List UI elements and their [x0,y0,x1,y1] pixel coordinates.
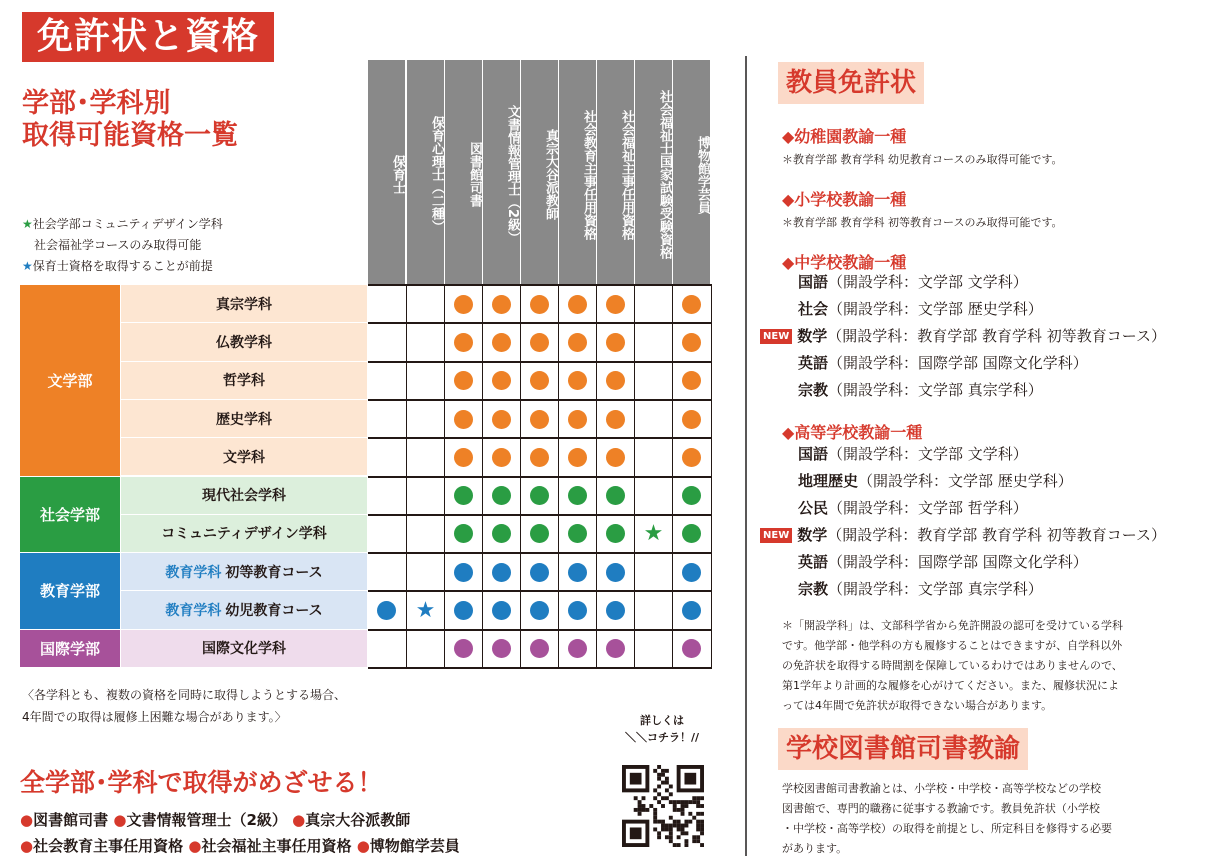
teacher-license-title: 教員免許状 [778,62,924,104]
subject-item [760,296,1166,323]
subject-detail: （開設学科：国際学部 国際文化学科） [828,354,1088,372]
qualification-dot [530,410,549,429]
legend-item: ★社会学部コミュニティデザイン学科 [22,217,223,231]
subject-detail: （開設学科：教育学部 教育学科 初等教育コース） [827,327,1167,345]
department-name: 国際文化学科 [202,641,286,658]
qualification-dot [492,639,511,658]
qr-code-icon [622,765,704,847]
department-name: 真宗学科 [216,296,272,313]
department-name: 初等教育コース [225,564,323,581]
qual-line: ●図書館司書 ●文書情報管理士（2級） ●真宗大谷派教師 [20,811,411,829]
qualification-dot [454,410,473,429]
subject-name: 宗教 [798,381,829,399]
qualification-dot [530,371,549,390]
new-badge: NEW [760,528,792,543]
department-name: コミュニティデザイン学科 [161,526,327,543]
qualification-dot [492,563,511,582]
column-divider-line [520,285,521,668]
subject-name: 地理歴史 [798,472,859,490]
qualification-dot [377,601,396,620]
subject-detail: （開設学科：文学部 歴史学科） [828,300,1043,318]
column-header: 保育心理士（二種） [407,60,444,284]
row-divider [368,284,712,286]
qualification-dot [568,371,587,390]
subject-detail: （開設学科：文学部 文学科） [828,445,1028,463]
qualification-dot [530,601,549,620]
row-divider [368,629,712,631]
qualification-dot [492,410,511,429]
row-divider [368,552,712,554]
column-header: 文書情報管理士（2級） [483,60,520,284]
teacher-license-section [782,124,1212,273]
faculty-label: 教育学部 [20,553,120,629]
license-footnote: ＊「開設学科」は、文部科学省から免許開設の認可を受けている学科 です。他学部・他学科の方も履修することはできますが、自学科以外 の免許状を取得する時間割を保障しているわけではありませんので、 第1学年より計画的な履修を心がけてください。また、履修状況によ っては4年間で免許状が取得できない場合があります。 [782,619,1123,712]
column-divider-line [711,285,712,668]
elementary-heading: ◆小学校教諭一種 [782,190,907,209]
department-prefix: 教育学科 [165,564,222,581]
qual-line: ●社会教育主事任用資格 ●社会福祉主事任用資格 ●博物館学芸員 [20,837,460,855]
qualification-dot [682,371,701,390]
department-name: 哲学科 [223,373,265,390]
table-note: 〈各学科とも、複数の資格を同時に取得しようとする場合、 4年間での取得は履修上困難な場合があります。〉 [22,688,347,724]
qualification-dot [606,524,625,543]
qualification-dot [530,524,549,543]
qualification-dot [454,639,473,658]
row-divider [368,399,712,401]
department-label [121,553,367,590]
row-divider [368,590,712,592]
subject-detail: （開設学科：文学部 哲学科） [828,499,1028,517]
department-label [121,362,367,399]
star-green-icon: ★ [22,217,33,231]
all-faculty-title: 全学部･学科で取得がめざせる！ [20,768,383,797]
high-school-subjects [760,441,1166,603]
department-label [121,400,367,437]
subject-name: 国語 [798,445,829,463]
qualification-dot [530,639,549,658]
column-header: 社会教育主事任用資格 [559,60,596,284]
subject-detail: （開設学科：文学部 歴史学科） [858,472,1073,490]
qualification-dot [492,486,511,505]
qualification-dot [492,371,511,390]
row-divider [368,437,712,439]
qualification-dot [454,524,473,543]
qualification-dot [568,448,587,467]
subject-name: 宗教 [798,580,829,598]
faculty-label: 社会学部 [20,477,120,553]
qr-code[interactable] [622,765,704,847]
subject-item [760,377,1166,404]
qualification-dot [682,563,701,582]
department-prefix: 教育学科 [165,603,222,620]
subject-item [760,350,1166,377]
qualification-dot [530,295,549,314]
star-blue-icon: ★ [22,259,33,273]
qualification-dot [454,563,473,582]
column-header: 真宗大谷派教師 [521,60,558,284]
qualification-dot [606,333,625,352]
qualification-dot [492,524,511,543]
kindergarten-note: ＊教育学部 教育学科 幼児教育コースのみ取得可能です。 [782,153,1063,166]
subject-name: 公民 [798,499,829,517]
subject-name: 英語 [798,553,829,571]
subject-item [760,495,1166,522]
qualification-dot [454,333,473,352]
qualification-dot [682,639,701,658]
qualification-dot [682,486,701,505]
subject-name: 英語 [798,354,829,372]
subject-item [760,441,1166,468]
subject-detail: （開設学科：文学部 文学科） [828,273,1028,291]
faculty-label: 国際学部 [20,630,120,667]
qualification-dot [492,601,511,620]
page-title: 免許状と資格 [22,12,274,62]
qualification-dot [492,448,511,467]
qualification-dot [682,410,701,429]
qualification-dot [606,295,625,314]
qualification-dot [568,601,587,620]
qualification-dot [530,333,549,352]
qualification-dot [568,333,587,352]
school-librarian-text: 学校図書館司書教諭とは、小学校・中学校・高等学校などの学校 図書館で、専門的職務に従事する教諭です。教員免許状（小学校 ・中学校・高等学校）の取得を前提とし、所定科目を修得する必要 があります。 [782,782,1112,855]
subject-item [760,323,1166,350]
qualification-dot [682,295,701,314]
elementary-note: ＊教育学部 教育学科 初等教育コースのみ取得可能です。 [782,216,1063,229]
qualification-dot [606,601,625,620]
column-divider-line [596,285,597,668]
qualification-dot [682,601,701,620]
qualification-dot [606,563,625,582]
junior-high-subjects [760,269,1166,404]
department-label [121,630,367,667]
subject-item [760,269,1166,296]
column-header: 図書館司書 [445,60,482,284]
subject-detail: （開設学科：国際学部 国際文化学科） [828,553,1088,571]
subject-item [760,522,1166,549]
qualification-dot [568,295,587,314]
subject-item [760,549,1166,576]
subject-name: 数学 [797,327,828,345]
qualification-star-icon: ★ [643,520,664,546]
new-badge: NEW [760,329,792,344]
qualification-dot [568,639,587,658]
faculty-label: 文学部 [20,285,120,476]
qualification-dot [454,371,473,390]
row-divider [368,322,712,324]
column-divider [745,56,747,856]
department-name: 仏教学科 [216,334,272,351]
row-divider [368,514,712,516]
qualification-dot [682,524,701,543]
column-divider-line [558,285,559,668]
department-label [121,591,367,628]
subject-detail: （開設学科：教育学部 教育学科 初等教育コース） [827,526,1167,544]
qualification-dot [606,448,625,467]
qualification-dot [454,448,473,467]
qualification-dot [492,295,511,314]
qualification-dot [606,410,625,429]
department-label [121,285,367,322]
school-librarian-title: 学校図書館司書教諭 [778,728,1028,770]
list-title: 学部･学科別 取得可能資格一覧 [22,88,238,151]
qualification-dot [682,333,701,352]
department-label [121,323,367,360]
column-header: 社会福祉主事任用資格 [597,60,634,284]
qualification-dot [454,601,473,620]
qualification-dot [492,333,511,352]
qualification-star-icon: ★ [415,597,436,623]
qualification-dot [530,563,549,582]
department-name: 歴史学科 [216,411,272,428]
qr-caption: 詳しくは ＼＼コチラ！// [624,714,700,744]
row-divider [368,361,712,363]
department-name: 文学科 [223,449,265,466]
column-divider-line [444,285,445,668]
subject-name: 数学 [797,526,828,544]
column-divider-line [482,285,483,668]
column-header: 保育士 [368,60,405,284]
qualification-dot [606,639,625,658]
qualification-dot [530,486,549,505]
qualification-dot [530,448,549,467]
department-label [121,515,367,552]
subject-name: 社会 [798,300,829,318]
qualification-dot [454,295,473,314]
legend-item: ★保育士資格を取得することが前提 [22,259,213,273]
column-divider-line [634,285,635,668]
qualification-dot [568,524,587,543]
column-divider-line [672,285,673,668]
all-faculty-qualifications [20,807,460,859]
department-name: 現代社会学科 [202,488,286,505]
qualification-dot [568,410,587,429]
subject-item [760,468,1166,495]
department-label [121,477,367,514]
department-name: 幼児教育コース [225,603,323,620]
subject-item [760,576,1166,603]
qualification-dot [606,486,625,505]
high-school-heading: ◆高等学校教諭一種 [782,423,923,442]
junior-high-heading: ◆中学校教諭一種 [782,253,907,272]
qualification-dot [568,563,587,582]
column-header: 社会福祉士国家試験受験資格 [635,60,672,284]
row-divider [368,667,712,669]
column-divider-line [406,285,407,668]
qualification-dot [682,448,701,467]
qualification-dot [568,486,587,505]
department-label [121,438,367,475]
column-header: 博物館学芸員 [673,60,710,284]
kindergarten-heading: ◆幼稚園教諭一種 [782,127,907,146]
subject-name: 国語 [798,273,829,291]
legend-item: 社会福祉学コースのみ取得可能 [34,238,202,252]
row-divider [368,476,712,478]
subject-detail: （開設学科：文学部 真宗学科） [828,580,1043,598]
qualification-dot [454,486,473,505]
subject-detail: （開設学科：文学部 真宗学科） [828,381,1043,399]
qualification-dot [606,371,625,390]
legend [22,214,223,277]
